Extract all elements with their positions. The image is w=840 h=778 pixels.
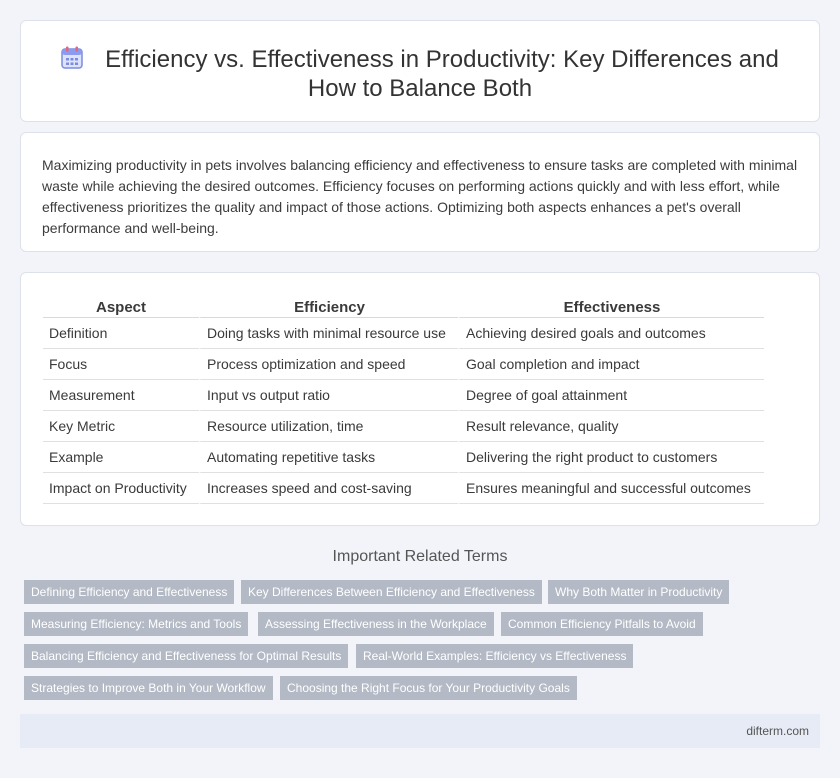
table-cell: Focus [43,349,199,380]
column-header-effectiveness: Effectiveness [458,296,764,318]
table-cell: Goal completion and impact [458,349,764,380]
title-line-1: Efficiency vs. Effectiveness in Productivity: Key Differences and [105,46,779,73]
table-cell: Process optimization and speed [199,349,458,380]
column-header-aspect: Aspect [43,296,199,318]
table-cell: Automating repetitive tasks [199,442,458,473]
table-cell: Key Metric [43,411,199,442]
calendar-icon [61,46,83,70]
table-cell: Impact on Productivity [43,473,199,504]
related-term-tag[interactable]: Balancing Efficiency and Effectiveness for Optimal Results [24,644,348,668]
related-terms-heading: Important Related Terms [332,548,508,565]
related-term-tag[interactable]: Why Both Matter in Productivity [548,580,729,604]
related-term-tag[interactable]: Assessing Effectiveness in the Workplace [258,612,494,636]
table-cell: Doing tasks with minimal resource use [199,318,458,349]
table-row [43,411,764,442]
related-term-tag[interactable]: Defining Efficiency and Effectiveness [24,580,234,604]
related-term-tag[interactable]: Key Differences Between Efficiency and Effectiveness [241,580,542,604]
table-cell: Increases speed and cost-saving [199,473,458,504]
table-row [43,349,764,380]
related-term-tag[interactable]: Strategies to Improve Both in Your Workflow [24,676,273,700]
table-cell: Example [43,442,199,473]
related-term-tag[interactable]: Real-World Examples: Efficiency vs Effectiveness [356,644,633,668]
table-cell: Delivering the right product to customers [458,442,764,473]
title-line-2: How to Balance Both [307,75,533,102]
table-cell: Achieving desired goals and outcomes [458,318,764,349]
table-cell: Degree of goal attainment [458,380,764,411]
table-cell: Definition [43,318,199,349]
related-term-tag[interactable]: Common Efficiency Pitfalls to Avoid [501,612,703,636]
table-cell: Result relevance, quality [458,411,764,442]
table-cell: Measurement [43,380,199,411]
related-term-tag[interactable]: Choosing the Right Focus for Your Productivity Goals [280,676,577,700]
table-row [43,318,764,349]
table-cell: Input vs output ratio [199,380,458,411]
footer [20,714,820,748]
related-term-tag[interactable]: Measuring Efficiency: Metrics and Tools [24,612,248,636]
table-row [43,442,764,473]
table-row [43,380,764,411]
title-card [20,20,820,122]
footer-site-link[interactable]: difterm.com [746,724,809,738]
page-title [21,45,819,103]
table-header-row [43,296,764,318]
column-header-efficiency: Efficiency [199,296,458,318]
table-cell: Ensures meaningful and successful outcomes [458,473,764,504]
comparison-table [43,296,764,504]
table-row [43,473,764,504]
intro-paragraph: Maximizing productivity in pets involves balancing efficiency and effectiveness to ensure tasks are completed with minimal waste while achieving the desired outcomes. Efficiency focuses on performing actions quickly and with less effort, while effectiveness prioritizes the quality and impact of those actions. Optimizing both aspects enhances a pet's overall performance and well-being. [42,157,798,236]
intro-card [20,132,820,252]
table-cell: Resource utilization, time [199,411,458,442]
comparison-card [20,272,820,526]
